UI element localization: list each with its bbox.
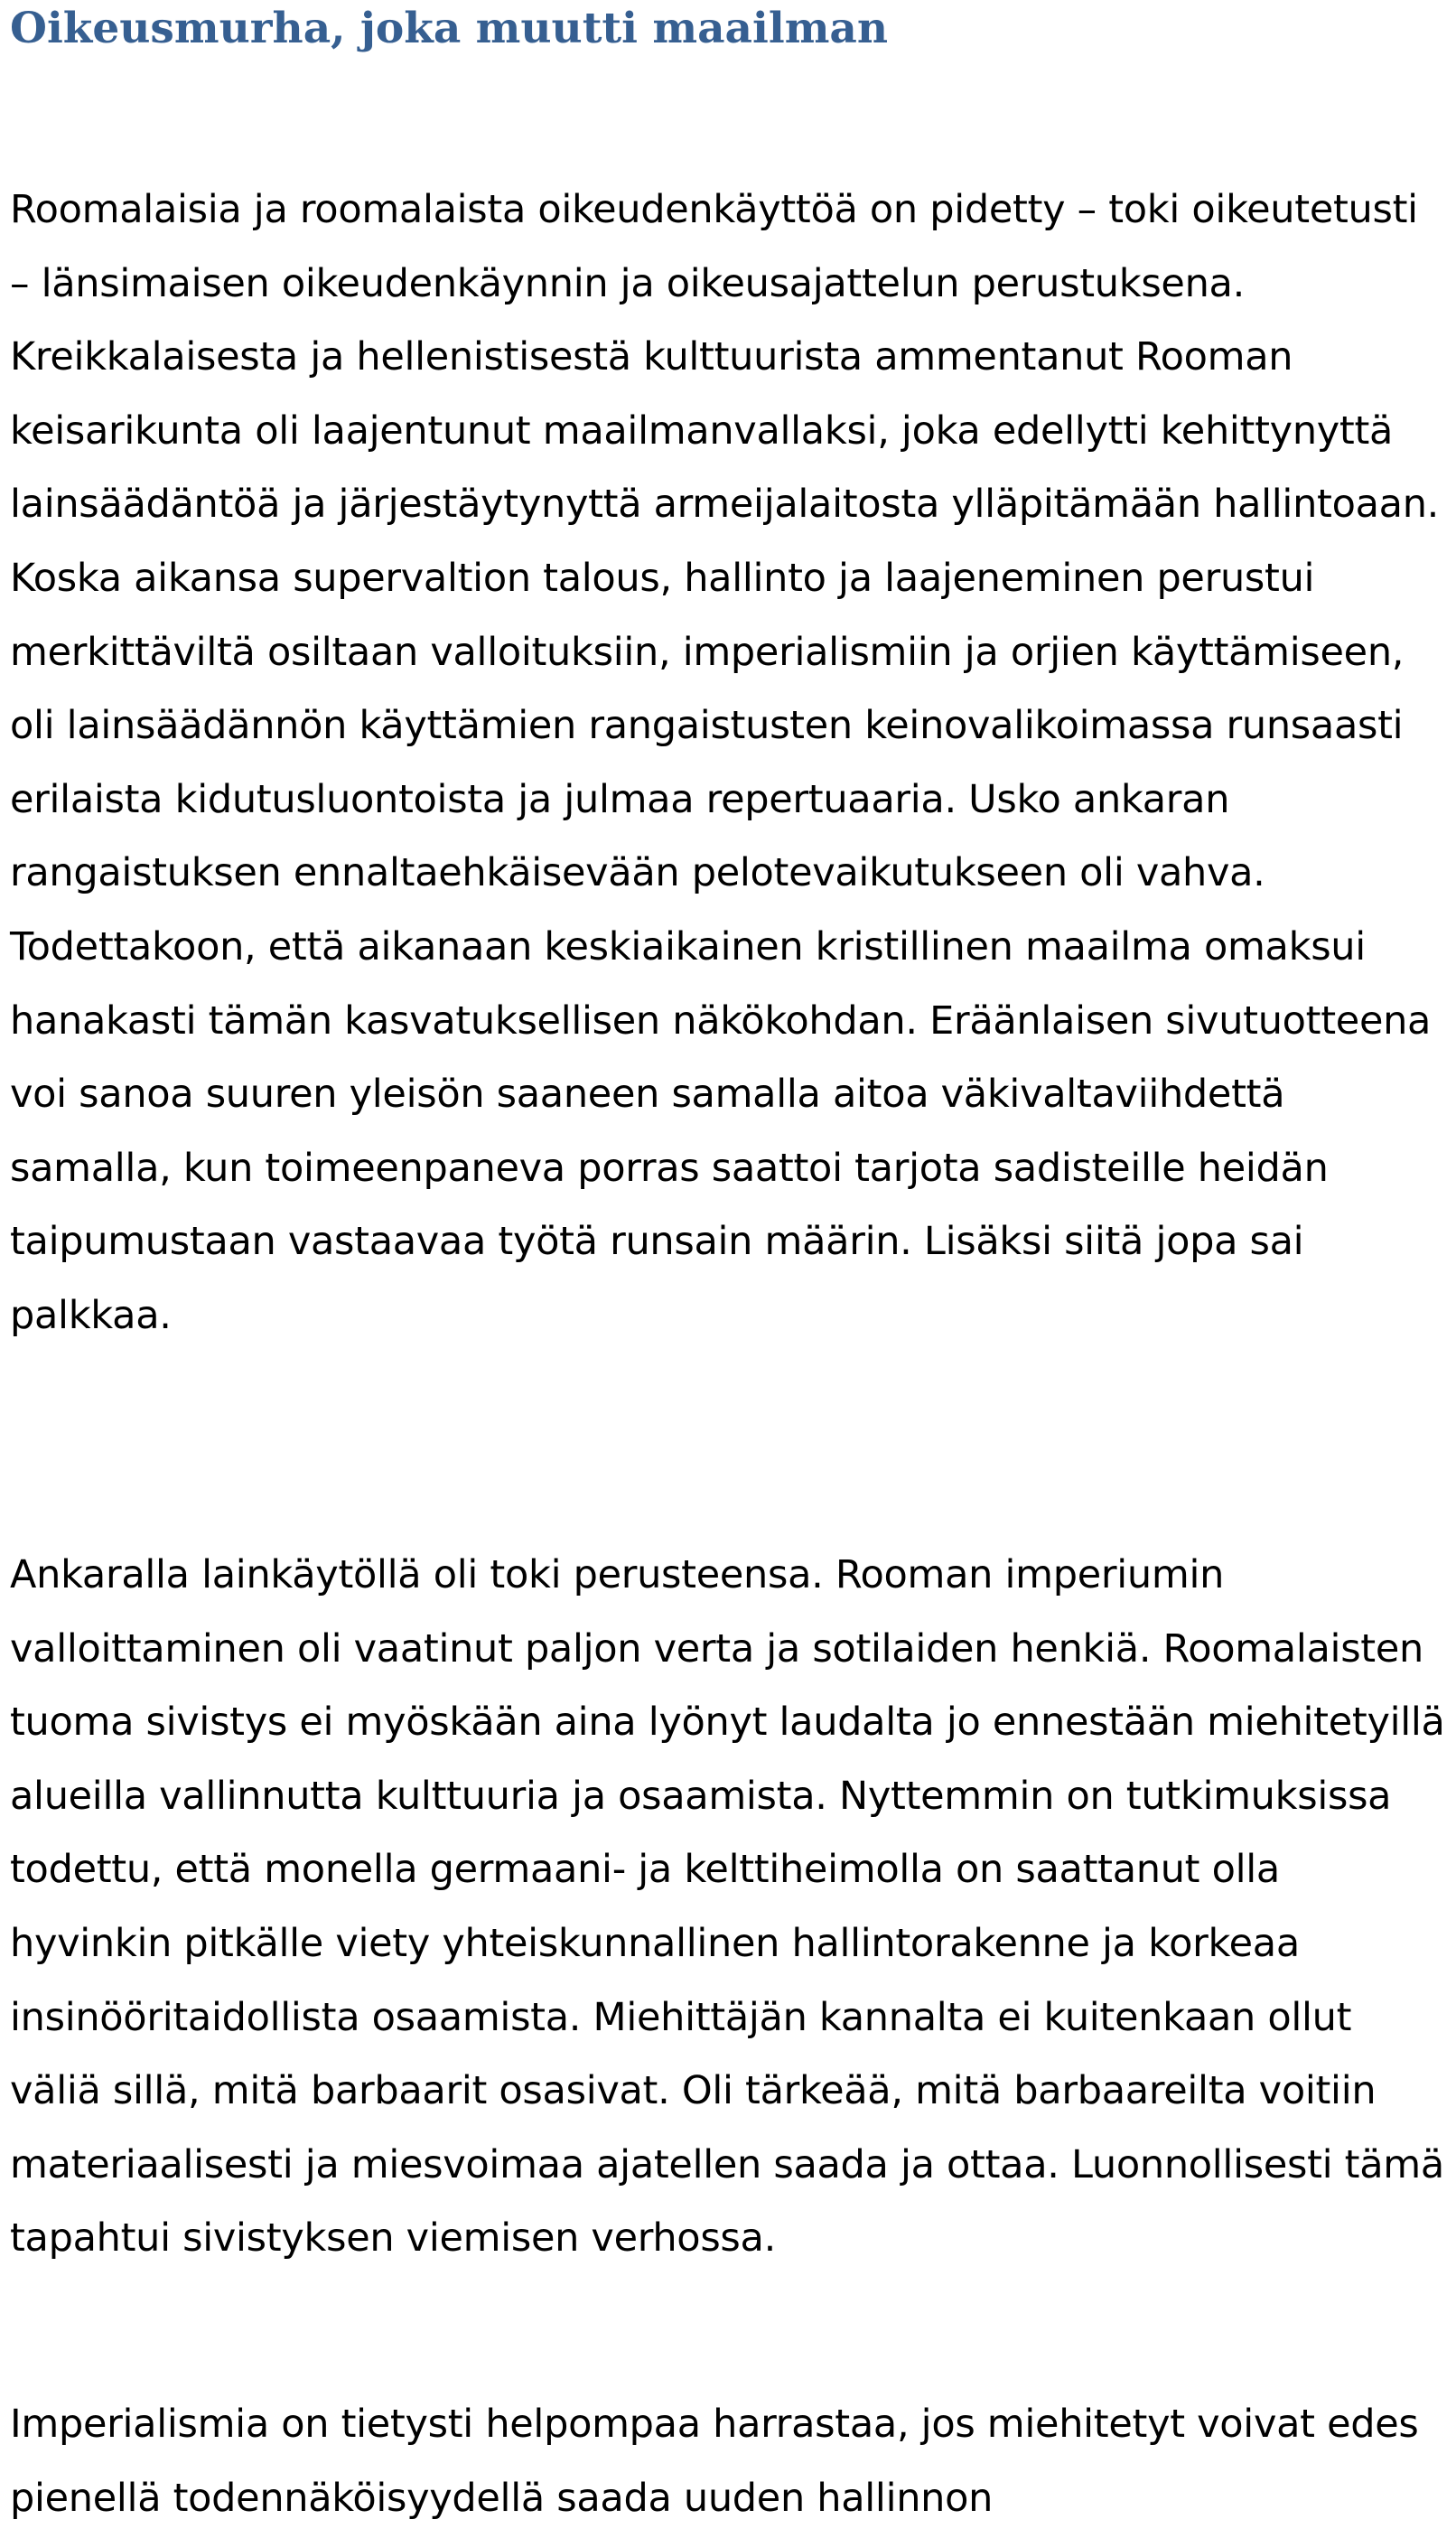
paragraph-3: Imperialismia on tietysti helpompaa harrastaa, jos miehitetyt voivat edes pienellä todennäköisyydellä saada uuden hallinnon <box>10 2402 1419 2521</box>
paragraph-1: Roomalaisia ja roomalaista oikeudenkäyttöä on pidetty – toki oikeutetusti – länsimaisen oikeudenkäynnin ja oikeusajattelun perustuksena. Kreikkalaisesta ja hellenistisestä kulttuurista ammentanut Rooman keisarikunta oli laajentunut maailmanvallaksi, joka edellytti kehittynyttä lainsäädäntöä ja järjestäytynyttä armeijalaitosta ylläpitämään hallintoaan. Koska aikansa supervaltion talous, hallinto ja laajeneminen perustui merkittäviltä osiltaan valloituksiin, imperialismiin ja orjien käyttämiseen, oli lainsäädännön käyttämien rangaistusten keinovalikoimassa runsaasti erilaista kidutusluontoista ja julmaa repertuaaria. Usko ankaran rangaistuksen ennaltaehkäisevään pelotevaikutukseen oli vahva. Todettakoon, että aikanaan keskiaikainen kristillinen maailma omaksui hanakasti tämän kasvatuksellisen näkökohdan. Eräänlaisen sivutuotteena voi sanoa suuren yleisön saaneen samalla aitoa väkivaltaviihdettä samalla, kun toimeenpaneva porras saattoi tarjota sadisteille heidän taipumustaan vastaavaa työtä runsain määrin. Lisäksi siitä jopa sai palkkaa. <box>10 187 1440 1338</box>
article-title: Oikeusmurha, joka muutti maailman <box>10 4 889 53</box>
paragraph-2: Ankaralla lainkäytöllä oli toki perusteensa. Rooman imperiumin valloittaminen oli vaatinut paljon verta ja sotilaiden henkiä. Roomalaisten tuoma sivistys ei myöskään aina lyönyt laudalta jo ennestään miehitetyillä alueilla vallinnutta kulttuuria ja osaamista. Nyttemmin on tutkimuksissa todettu, että monella germaani- ja kelttiheimolla on saattanut olla hyvinkin pitkälle viety yhteiskunnallinen hallintorakenne ja korkeaa insinööritaidollista osaamista. Miehittäjän kannalta ei kuitenkaan ollut väliä sillä, mitä barbaarit osasivat. Oli tärkeää, mitä barbaareilta voitiin materiaalisesti ja miesvoimaa ajatellen saada ja ottaa. Luonnollisesti tämä tapahtui sivistyksen viemisen verhossa. <box>10 1552 1445 2262</box>
document-page <box>10 0 1446 2521</box>
